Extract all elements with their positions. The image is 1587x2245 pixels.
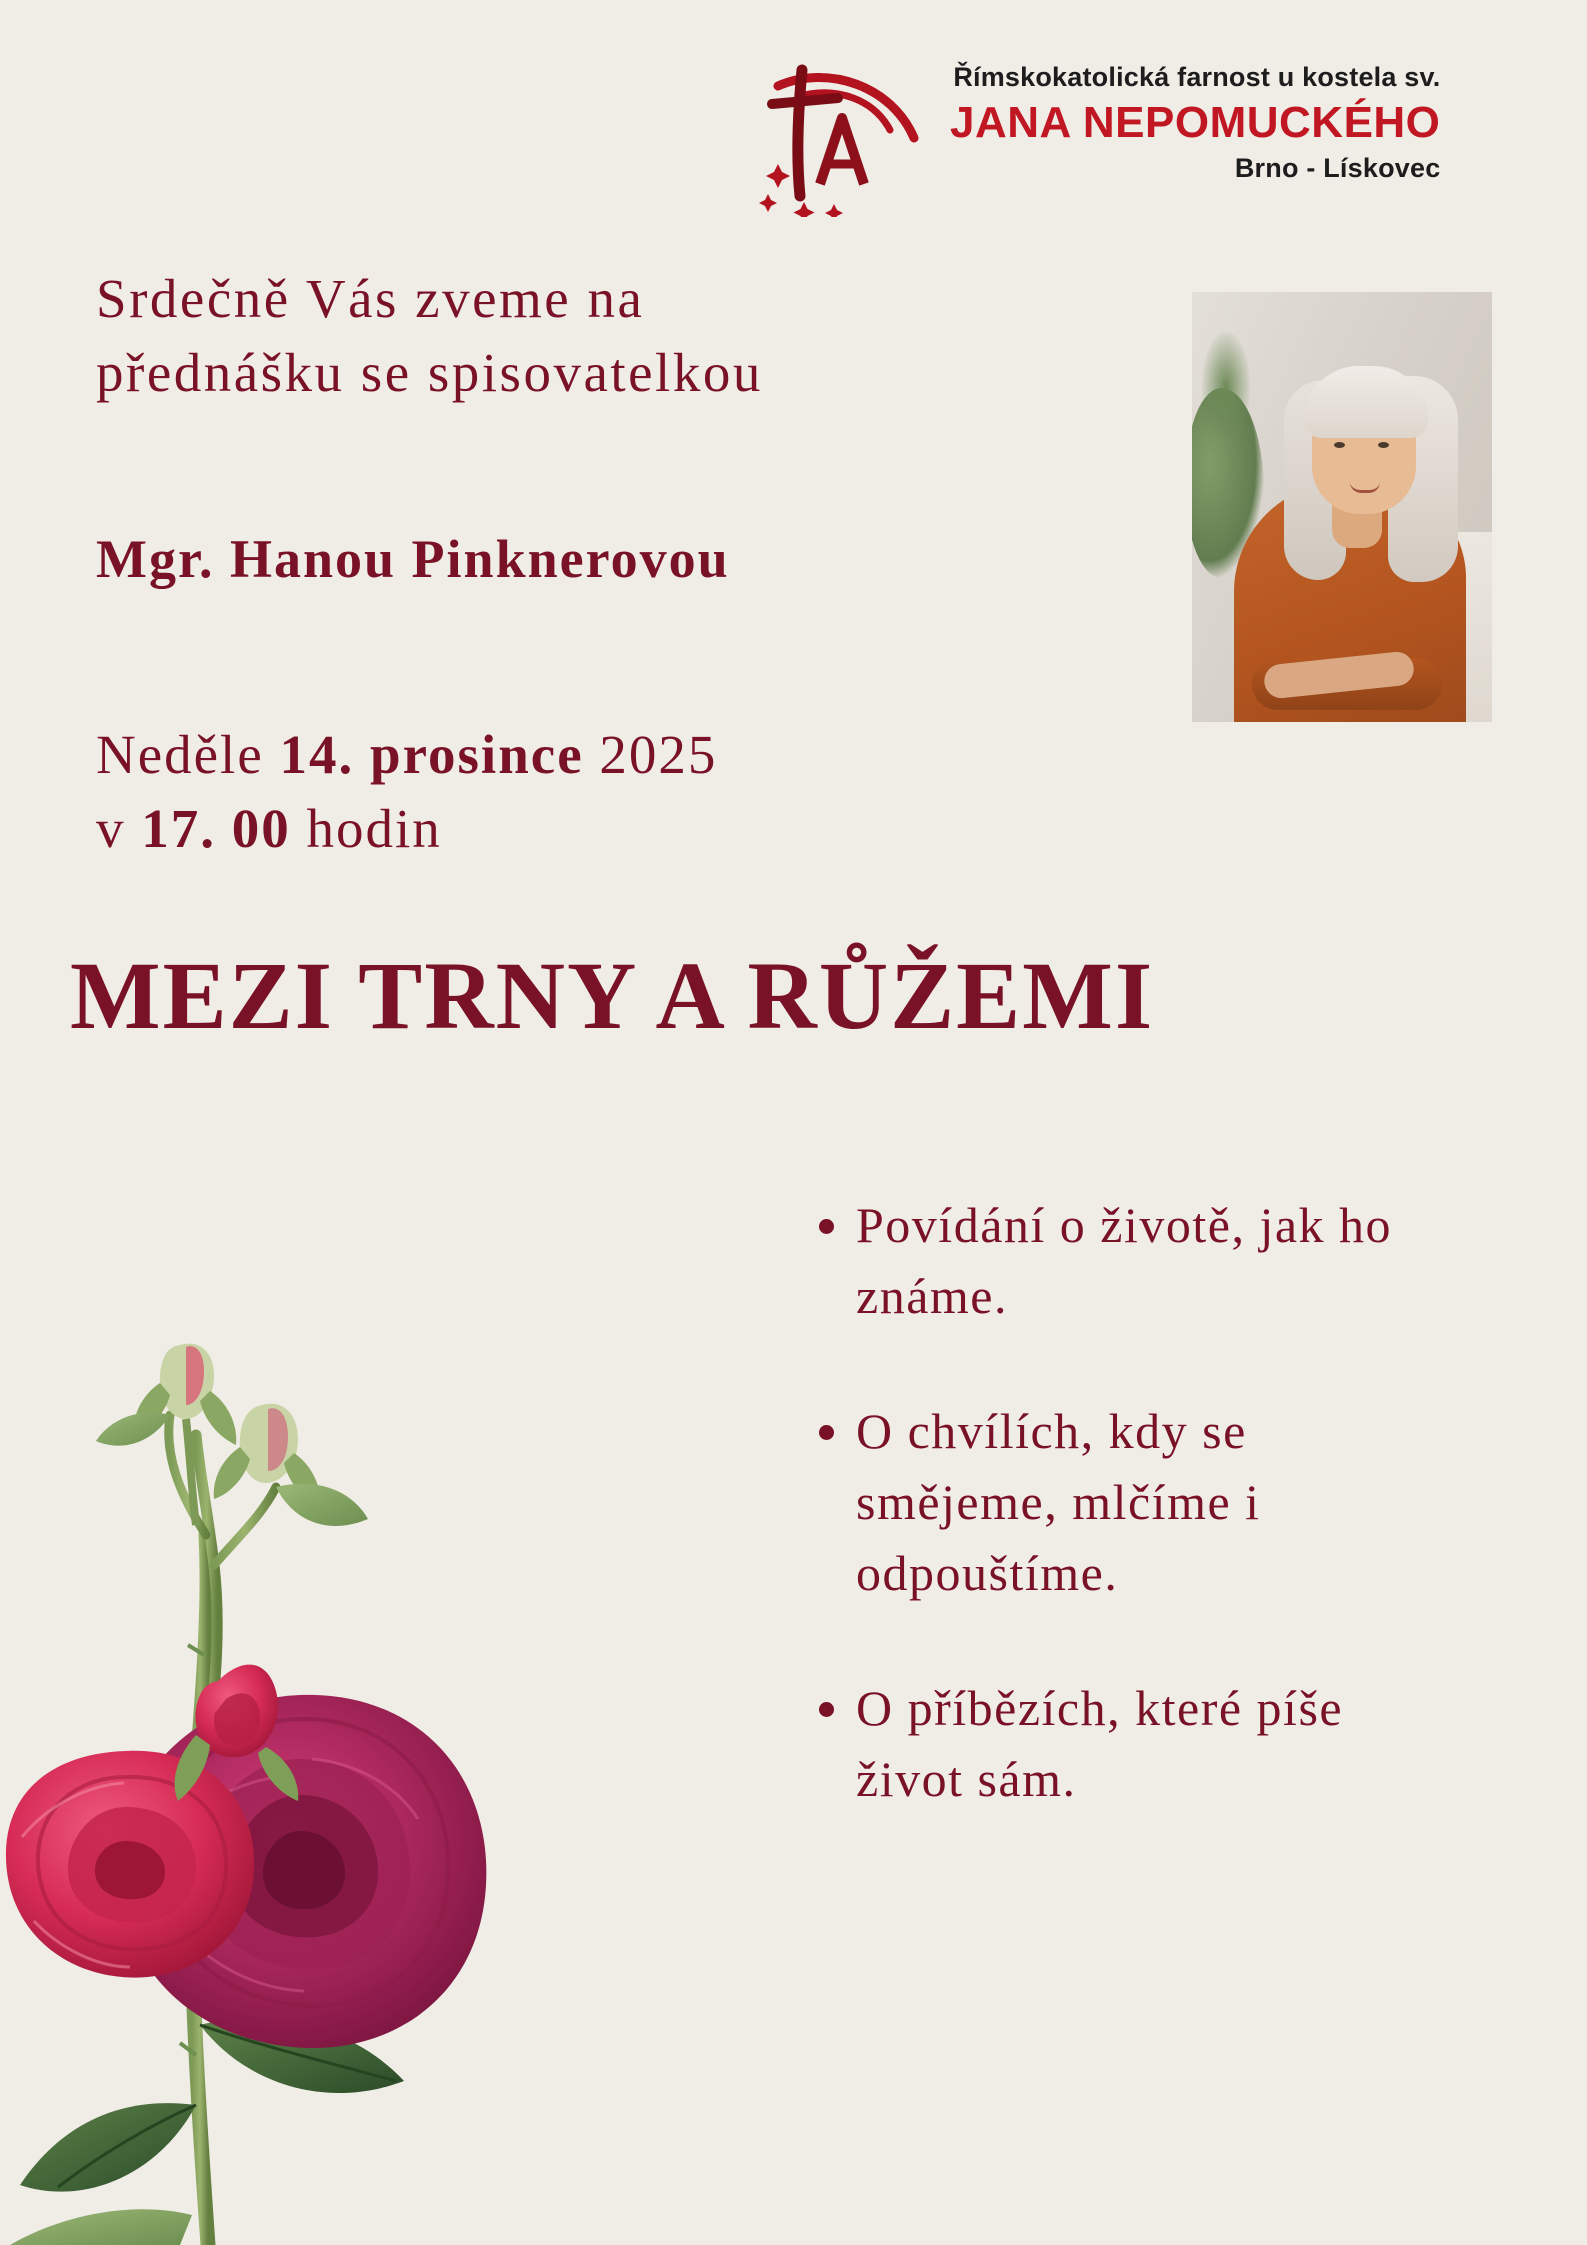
topic-bullet-list: [800, 1190, 1440, 1879]
time-prefix: v: [96, 798, 126, 860]
speaker-name-text: Mgr. Hanou Pinknerovou: [96, 529, 730, 589]
time-suffix: hodin: [306, 798, 442, 860]
event-day-month: 14. prosince: [279, 724, 584, 785]
rose-illustration: [0, 1095, 730, 2245]
invitation-line-2: přednášku se spisovatelkou: [96, 342, 763, 404]
event-date-line: [96, 718, 717, 792]
portrait-eye-left: [1334, 442, 1345, 448]
time-value: 17. 00: [141, 798, 291, 860]
portrait-eye-right: [1378, 442, 1389, 448]
parish-logo-block: [742, 52, 1440, 217]
parish-line-1: Římskokatolická farnost u kostela sv.: [953, 62, 1441, 92]
event-year: 2025: [599, 724, 718, 785]
speaker-portrait-photo: [1192, 292, 1492, 722]
list-item: • O chvílích, kdy se smějeme, mlčíme i odpouštíme.: [856, 1396, 1440, 1609]
page-title: MEZI TRNY A RŮŽEMI: [70, 942, 1155, 1049]
event-time-line: [96, 792, 717, 866]
list-item: • Povídání o životě, jak ho známe.: [856, 1190, 1440, 1332]
speaker-name: [96, 528, 730, 590]
parish-line-2: JANA NEPOMUCKÉHO: [950, 97, 1441, 147]
cross-with-arc-and-stars-logo: [742, 52, 932, 217]
list-item: • O příbězích, které píše život sám.: [856, 1673, 1440, 1815]
event-weekday: Neděle: [96, 724, 264, 785]
invitation-text: [96, 262, 1156, 411]
parish-line-3: Brno - Lískovec: [1234, 152, 1441, 183]
invitation-line-1: Srdečně Vás zveme na: [96, 268, 645, 329]
event-datetime: [96, 718, 717, 867]
parish-name-block: [950, 52, 1440, 185]
portrait-plant-leaf-small: [1202, 332, 1250, 442]
